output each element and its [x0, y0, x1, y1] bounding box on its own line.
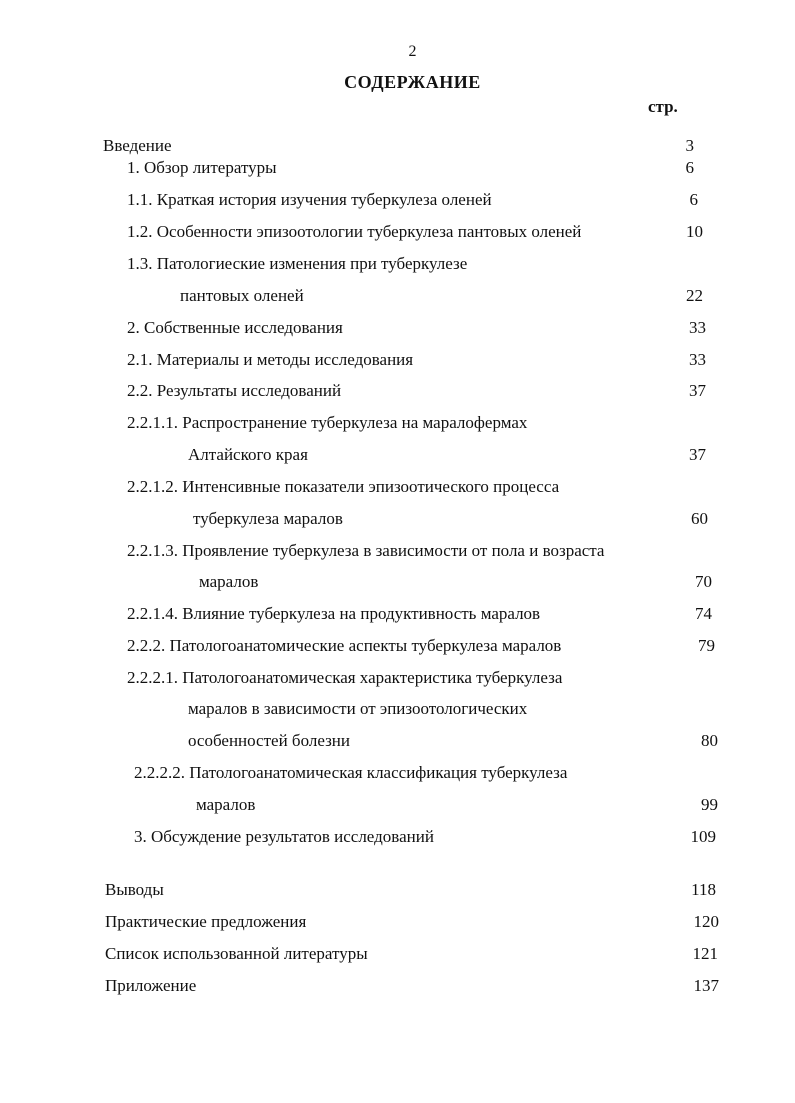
toc-entry-text: 2.1. Материалы и методы исследования	[127, 350, 414, 369]
page-column-header: стр.	[648, 97, 678, 116]
toc-entry-page: 79	[698, 636, 715, 655]
toc-entry-text: 1.3. Патологиеские изменения при туберкулезе	[127, 254, 468, 273]
toc-entry-text: 2.2. Результаты исследований	[127, 381, 342, 400]
toc-entry-text: маралов	[196, 795, 256, 814]
toc-entry-text: Введение	[103, 136, 172, 155]
toc-entry-text: 2. Собственные исследования	[127, 318, 343, 337]
toc-entry-page: 74	[695, 604, 712, 623]
toc-entry-page: 10	[686, 222, 703, 241]
toc-entry-text: 2.2.1.1. Распространение туберкулеза на маралофермах	[127, 413, 528, 432]
toc-entry-text: 3. Обсуждение результатов исследований	[134, 827, 434, 846]
toc-entry-text: пантовых оленей	[180, 286, 304, 305]
toc-entry-text: Практические предложения	[105, 912, 307, 931]
toc-entry-text: Выводы	[105, 880, 164, 899]
toc-entry-text: 1. Обзор литературы	[127, 158, 277, 177]
toc-entry-text: 2.2.1.3. Проявление туберкулеза в зависимости от пола и возраста	[127, 541, 605, 560]
toc-entry-page: 118	[691, 880, 716, 899]
toc-entry-page: 3	[685, 136, 694, 155]
toc-entry-text: 2.2.2.2. Патологоанатомическая классификация туберкулеза	[134, 763, 568, 782]
toc-entry-text: Алтайского края	[188, 445, 308, 464]
toc-entry-text: маралов	[199, 572, 259, 591]
toc-entry-text: 1.1. Краткая история изучения туберкулеза оленей	[127, 190, 492, 209]
toc-entry-page: 60	[691, 509, 708, 528]
toc-entry-page: 22	[686, 286, 703, 305]
toc-entry-page: 121	[692, 944, 718, 963]
toc-entry-page: 109	[690, 827, 716, 846]
toc-entry-page: 137	[693, 976, 719, 995]
toc-entry-text: Приложение	[105, 976, 197, 995]
toc-entry-page: 6	[685, 158, 694, 177]
toc-entry-text: особенностей болезни	[188, 731, 350, 750]
toc-entry-page: 80	[701, 731, 718, 750]
toc-entry-text: маралов в зависимости от эпизоотологических	[188, 699, 528, 718]
toc-entry-page: 99	[701, 795, 718, 814]
toc-entry-page: 70	[695, 572, 712, 591]
toc-entry-page: 33	[689, 318, 706, 337]
toc-entry-page: 33	[689, 350, 706, 369]
toc-entry-text: 2.2.1.2. Интенсивные показатели эпизоотического процесса	[127, 477, 560, 496]
toc-entry-text: 2.2.2.1. Патологоанатомическая характеристика туберкулеза	[127, 668, 563, 687]
toc-entry-text: 1.2. Особенности эпизоотологии туберкулеза пантовых оленей	[127, 222, 582, 241]
toc-entry-page: 6	[689, 190, 698, 209]
toc-entry-page: 120	[693, 912, 719, 931]
toc-entry-page: 37	[689, 445, 706, 464]
toc-entry-text: 2.2.2. Патологоанатомические аспекты туберкулеза маралов	[127, 636, 562, 655]
page-number: 2	[408, 43, 417, 60]
toc-entry-text: 2.2.1.4. Влияние туберкулеза на продуктивность маралов	[127, 604, 541, 623]
toc-entry-page: 37	[689, 381, 706, 400]
page-title: СОДЕРЖАНИЕ	[344, 72, 481, 92]
toc-entry-text: Список использованной литературы	[105, 944, 368, 963]
toc-entry-text: туберкулеза маралов	[193, 509, 343, 528]
